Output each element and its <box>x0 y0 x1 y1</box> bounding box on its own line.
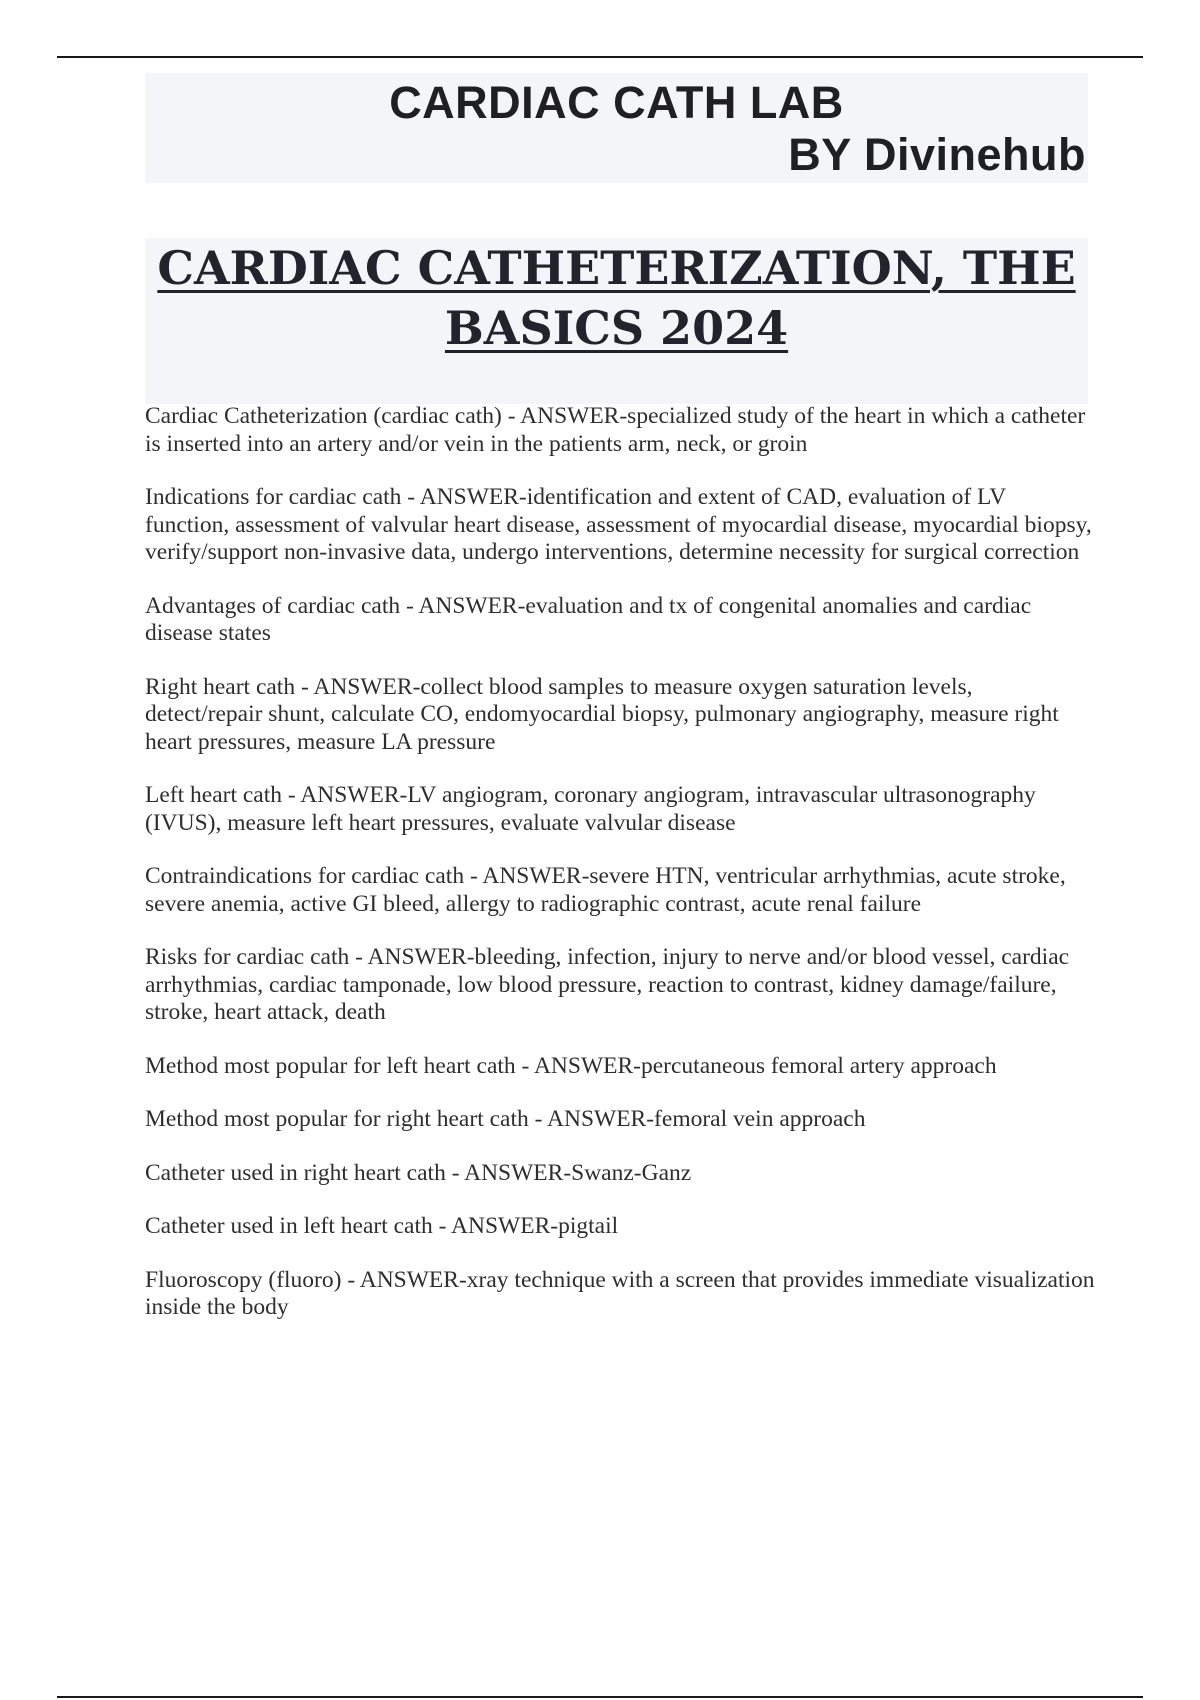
qa-entry: Right heart cath - ANSWER-collect blood samples to measure oxygen saturation levels, detect/repair shunt, calculate CO, endomyocardial biopsy, pulmonary angiography, measure right heart pressures, measure LA pressure <box>145 673 1059 755</box>
qa-entry: Catheter used in right heart cath - ANSWER-Swanz-Ganz <box>145 1159 692 1186</box>
bottom-rule <box>57 1696 1143 1698</box>
qa-list <box>145 403 1095 1348</box>
top-rule <box>57 56 1143 58</box>
qa-entry: Method most popular for left heart cath - ANSWER-percutaneous femoral artery approach <box>145 1052 997 1079</box>
document-title: CARDIAC CATHETERIZATION, THE BASICS 2024 <box>157 241 1076 355</box>
qa-entry: Catheter used in left heart cath - ANSWER-pigtail <box>145 1213 619 1239</box>
qa-entry: Indications for cardiac cath - ANSWER-identification and extent of CAD, evaluation of LV function, assessment of valvular heart disease, assessment of myocardial disease, myocardial biopsy, verify/support non-invasive data, undergo interventions, determine necessity for surgical correction <box>145 484 1092 565</box>
qa-entry: Advantages of cardiac cath - ANSWER-evaluation and tx of congenital anomalies and cardiac disease states <box>145 592 1032 646</box>
document-title-block <box>145 238 1088 404</box>
qa-entry: Risks for cardiac cath - ANSWER-bleeding, infection, injury to nerve and/or blood vessel, cardiac arrhythmias, cardiac tamponade, low blood pressure, reaction to contrast, kidney damage/failure, stroke, heart attack, death <box>145 944 1070 1025</box>
qa-entry: Left heart cath - ANSWER-LV angiogram, coronary angiogram, intravascular ultrasonography (IVUS), measure left heart pressures, evaluate valvular disease <box>145 782 1036 836</box>
qa-entry: Contraindications for cardiac cath - ANSWER-severe HTN, ventricular arrhythmias, acute stroke, severe anemia, active GI bleed, allergy to radiographic contrast, acute renal failure <box>145 863 1066 917</box>
banner-title: CARDIAC CATH LAB <box>389 77 844 128</box>
qa-entry: Cardiac Catheterization (cardiac cath) - ANSWER-specialized study of the heart in which a catheter is inserted into an artery and/or vein in the patients arm, neck, or groin <box>145 403 1086 457</box>
qa-entry: Method most popular for right heart cath - ANSWER-femoral vein approach <box>145 1106 866 1132</box>
header-banner <box>145 73 1088 183</box>
qa-entry: Fluoroscopy (fluoro) - ANSWER-xray technique with a screen that provides immediate visualization inside the body <box>145 1266 1095 1320</box>
banner-author: BY Divinehub <box>788 129 1086 180</box>
